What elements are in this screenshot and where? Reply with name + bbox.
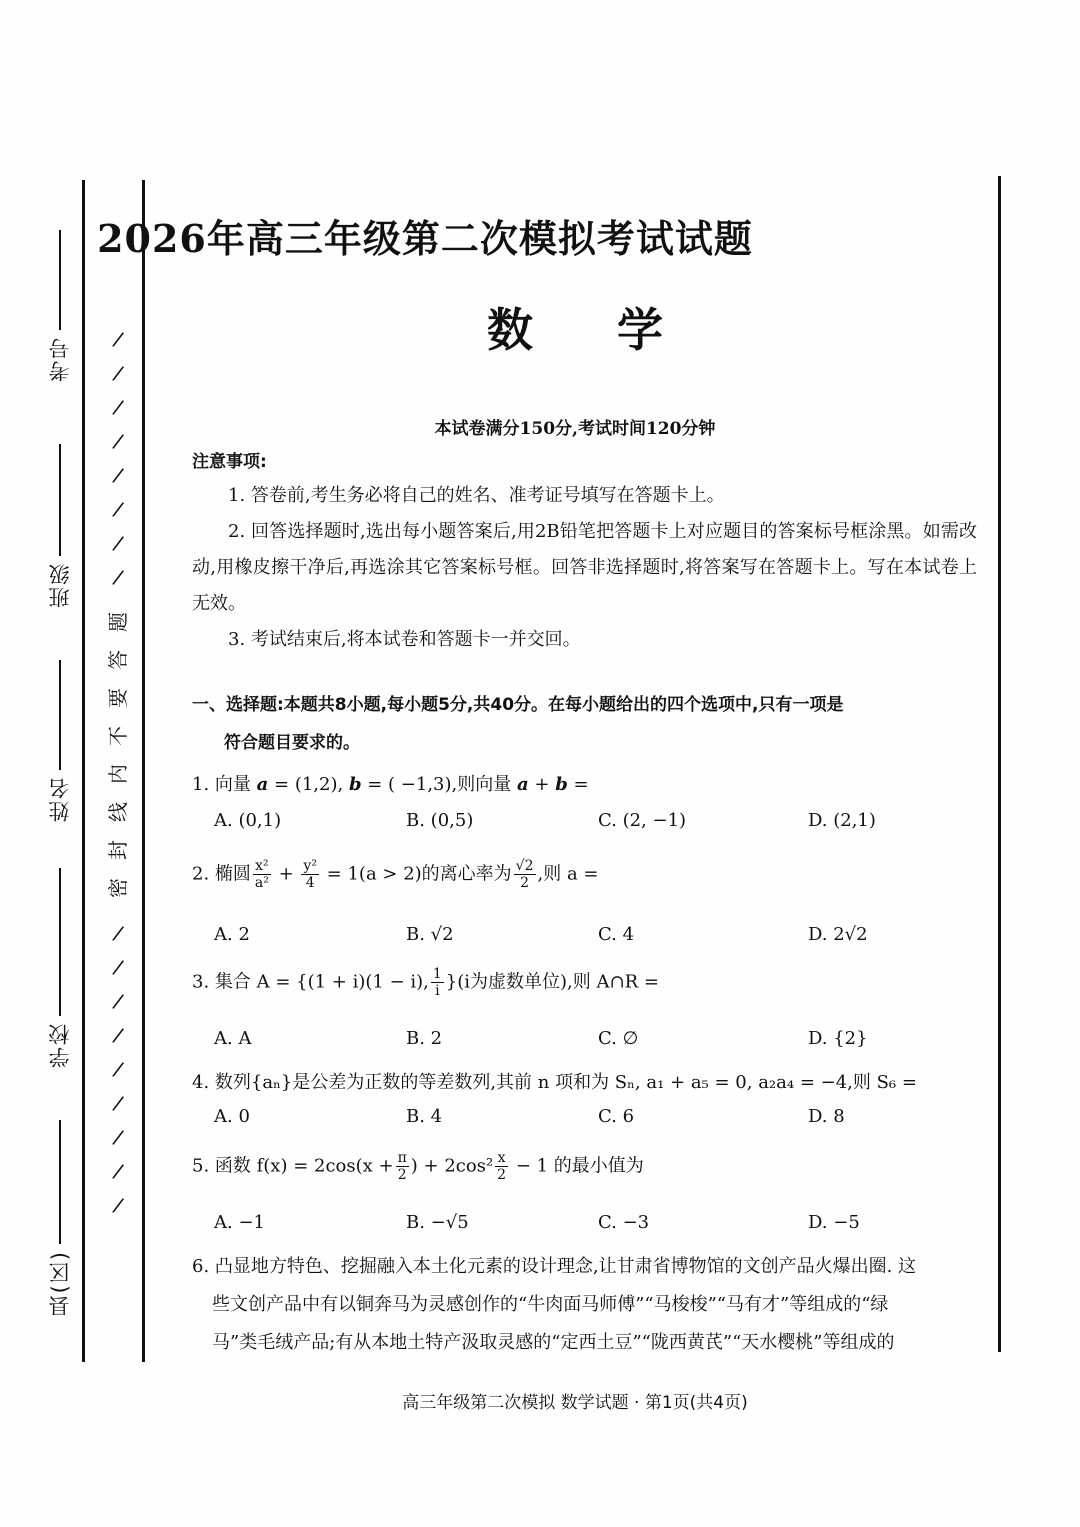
field-school (38, 868, 82, 1068)
option-d: D. −5 (808, 1212, 860, 1233)
notice-item: 3. 考试结束后,将本试卷和答题卡一并交回。 (228, 629, 581, 650)
notice-list (192, 478, 977, 658)
option-d: D. 8 (808, 1106, 845, 1127)
option-a: A. 0 (214, 1106, 250, 1127)
exam-info: 本试卷满分150分,考试时间120分钟 (434, 419, 716, 439)
option-a: A. A (214, 1028, 252, 1049)
option-d: D. {2} (808, 1028, 868, 1049)
subject-title: 数学 (487, 303, 747, 357)
field-name (38, 660, 82, 822)
option-b: B. −√5 (406, 1212, 469, 1233)
field-class (38, 444, 82, 608)
notice-heading: 注意事项: (192, 452, 267, 472)
option-a: A. −1 (214, 1212, 265, 1233)
question-4-stem: 4. 数列{aₙ}是公差为正数的等差数列,其前 n 项和为 Sₙ, a₁ + a₅ = 0, a₂a₄ = −4,则 S₆ = (192, 1072, 917, 1093)
field-label: 姓名 (48, 776, 72, 822)
option-b: B. 2 (406, 1028, 443, 1049)
option-c: C. (2, −1) (598, 810, 687, 831)
binding-line-inner (142, 180, 145, 1362)
question-6-stem: 6. 凸显地方特色、挖掘融入本土化元素的设计理念,让甘肃省博物馆的文创产品火爆出圈. 这 些文创产品中有以铜奔马为灵感创作的“牛肉面马师傅”“马梭梭”“马有才”等组成的“绿 马”类毛绒产品;有从本地土特产汲取灵感的“定西土豆”“陇西黄芪”“天水樱桃”等组成的 (192, 1256, 917, 1353)
field-county (38, 1120, 82, 1316)
option-c: C. ∅ (598, 1028, 639, 1049)
option-b: B. (0,5) (406, 810, 474, 831)
option-b: B. 4 (406, 1106, 443, 1127)
slash-group-bottom: / / / / / / / / / (110, 920, 126, 1218)
page-footer: 高三年级第二次模拟 数学试题 · 第1页(共4页) (402, 1393, 748, 1413)
option-c: C. 4 (598, 924, 635, 945)
option-c: C. 6 (598, 1106, 635, 1127)
binding-line-outer (82, 180, 85, 1362)
question-3-stem: 3. 集合 A = {(1 + i)(1 − i), $\frac{1}{i}$ }(i为虚数单位),则 A∩R = (192, 966, 659, 999)
notice-item: 1. 答卷前,考生务必将自己的姓名、准考证号填写在答题卡上。 (228, 485, 725, 506)
question-1-stem: 1. 向量 a = (1,2), b = ( −1,3),则向量 a + b = (192, 774, 589, 795)
option-d: D. (2,1) (808, 810, 876, 831)
option-c: C. −3 (598, 1212, 650, 1233)
field-label: 县(区) (48, 1250, 72, 1317)
field-label: 班级 (48, 562, 72, 608)
seal-line-notice (100, 322, 136, 1222)
seal-text: 题 答 要 不 内 线 封 密 (106, 612, 130, 898)
option-b: B. √2 (406, 924, 454, 945)
option-d: D. 2√2 (808, 924, 868, 945)
question-2-stem: 2. 椭圆 $\frac{\text{x²}}{\text{a²}}$ + $\frac{\text{y²}}{4}$ = 1(a > 2)的离心率为 $\frac{√2}{2}$ ,则 a = (192, 858, 599, 891)
option-a: A. (0,1) (214, 810, 282, 831)
option-a: A. 2 (214, 924, 250, 945)
section-heading: 一、选择题:本题共8小题,每小题5分,共40分。在每小题给出的四个选项中,只有一项是 符合题目要求的。 (192, 695, 844, 753)
notice-item: 2. 回答选择题时,选出每小题答案后,用2B铅笔把答题卡上对应题目的答案标号框涂黑。如需改动,用橡皮擦干净后,再选涂其它答案标号框。回答非选择题时,将答案写在答题卡上。写在本试卷上无效。 (192, 521, 977, 614)
slash-group-top: / / / / / / / / (110, 326, 126, 590)
field-label: 学校 (48, 1022, 72, 1068)
question-5-stem: 5. 函数 f(x) = 2cos(x + $\frac{\pi}{2}$ ) + 2cos² $\frac{x}{2}$ − 1 的最小值为 (192, 1150, 644, 1183)
exam-title: 2026年高三年级第二次模拟考试试题 (97, 216, 753, 261)
field-label: 考号 (48, 336, 72, 382)
